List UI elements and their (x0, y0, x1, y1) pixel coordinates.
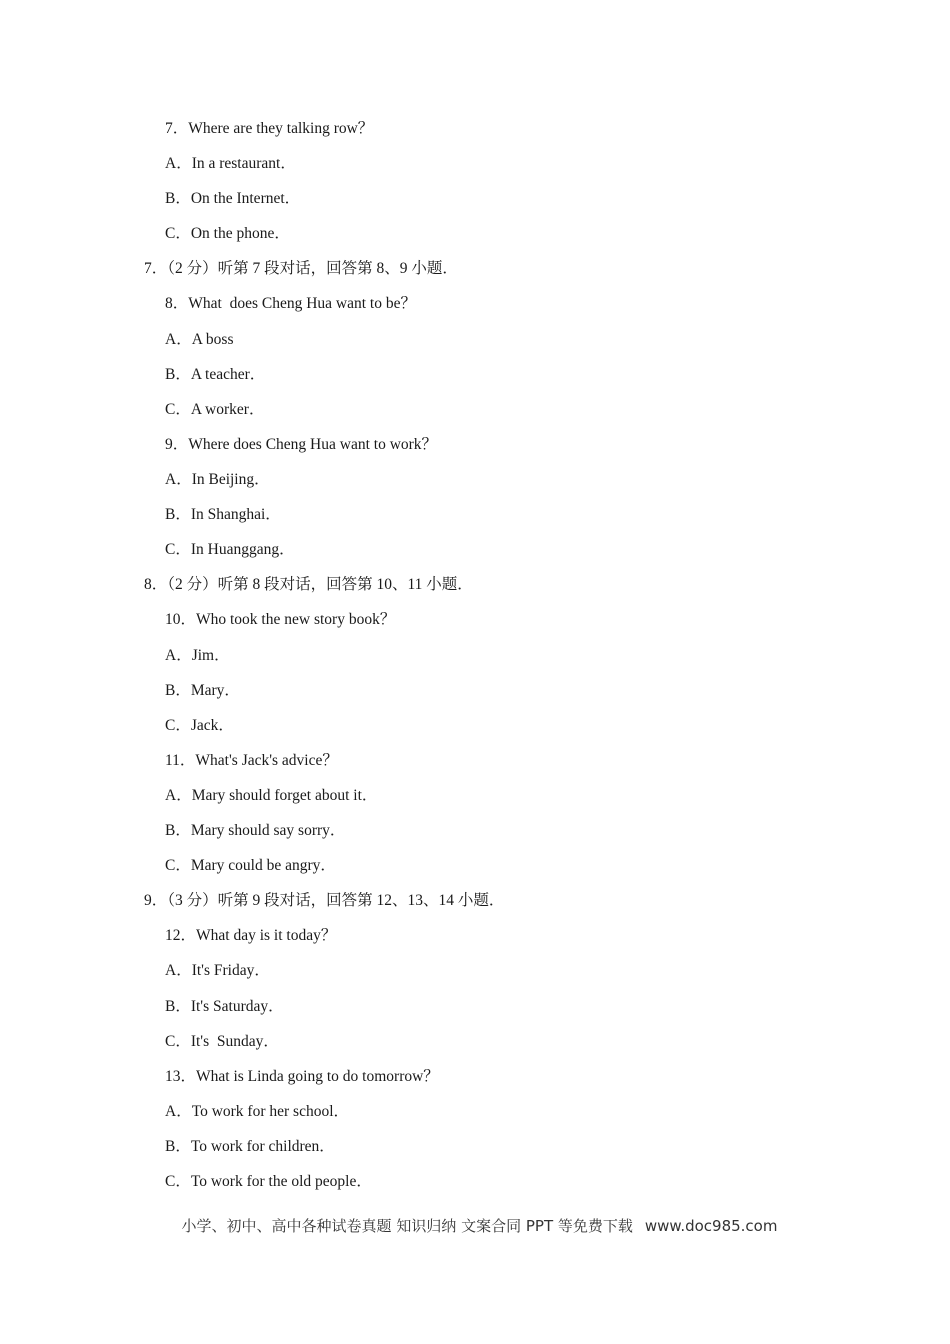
option-a: A．Mary should forget about it． (165, 787, 378, 804)
section-7-header: 7．（2 分）听第 7 段对话，回答第 8、9 小题． (144, 260, 458, 277)
section-9-header: 9．（3 分）听第 9 段对话，回答第 12、13、14 小题． (144, 892, 505, 909)
option-c: C．A worker． (165, 401, 265, 418)
section-8-header: 8．（2 分）听第 8 段对话，回答第 10、11 小题． (144, 576, 473, 593)
option-b: B．In Shanghai． (165, 506, 281, 523)
footer (172, 1196, 777, 1236)
option-a: A．In a restaurant． (165, 155, 296, 172)
question-8-stem: 8．What does Cheng Hua want to be？ (165, 295, 416, 312)
footer-text: 小学、初中、高中各种试卷真题 知识归纳 文案合同 PPT 等免费下载 (181, 1217, 633, 1235)
question-12-stem: 12．What day is it today？ (165, 927, 337, 944)
question-11-stem: 11．What's Jack's advice？ (165, 752, 338, 769)
option-c: C．To work for the old people． (165, 1173, 372, 1190)
option-b: B．Mary should say sorry． (165, 822, 346, 839)
option-c: C．It's Sunday． (165, 1033, 279, 1050)
option-b: B．A teacher． (165, 366, 266, 383)
option-b: B．To work for children． (165, 1138, 335, 1155)
option-a: A．It's Friday． (165, 962, 270, 979)
option-b: B．It's Saturday． (165, 998, 284, 1015)
option-a: A．A boss (165, 331, 234, 348)
option-c: C．In Huanggang． (165, 541, 295, 558)
option-c: C．On the phone． (165, 225, 290, 242)
question-10-stem: 10．Who took the new story book？ (165, 611, 396, 628)
footer-url[interactable]: www.doc985.com (644, 1217, 778, 1235)
option-a: A．In Beijing． (165, 471, 270, 488)
question-9-stem: 9．Where does Cheng Hua want to work？ (165, 436, 438, 453)
option-a: A．Jim． (165, 647, 230, 664)
option-a: A．To work for her school． (165, 1103, 350, 1120)
option-b: B．Mary． (165, 682, 240, 699)
option-c: C．Jack． (165, 717, 234, 734)
question-7-stem: 7．Where are they talking row？ (165, 120, 374, 137)
option-c: C．Mary could be angry． (165, 857, 336, 874)
question-13-stem: 13．What is Linda going to do tomorrow？ (165, 1068, 439, 1085)
option-b: B．On the Internet． (165, 190, 301, 207)
